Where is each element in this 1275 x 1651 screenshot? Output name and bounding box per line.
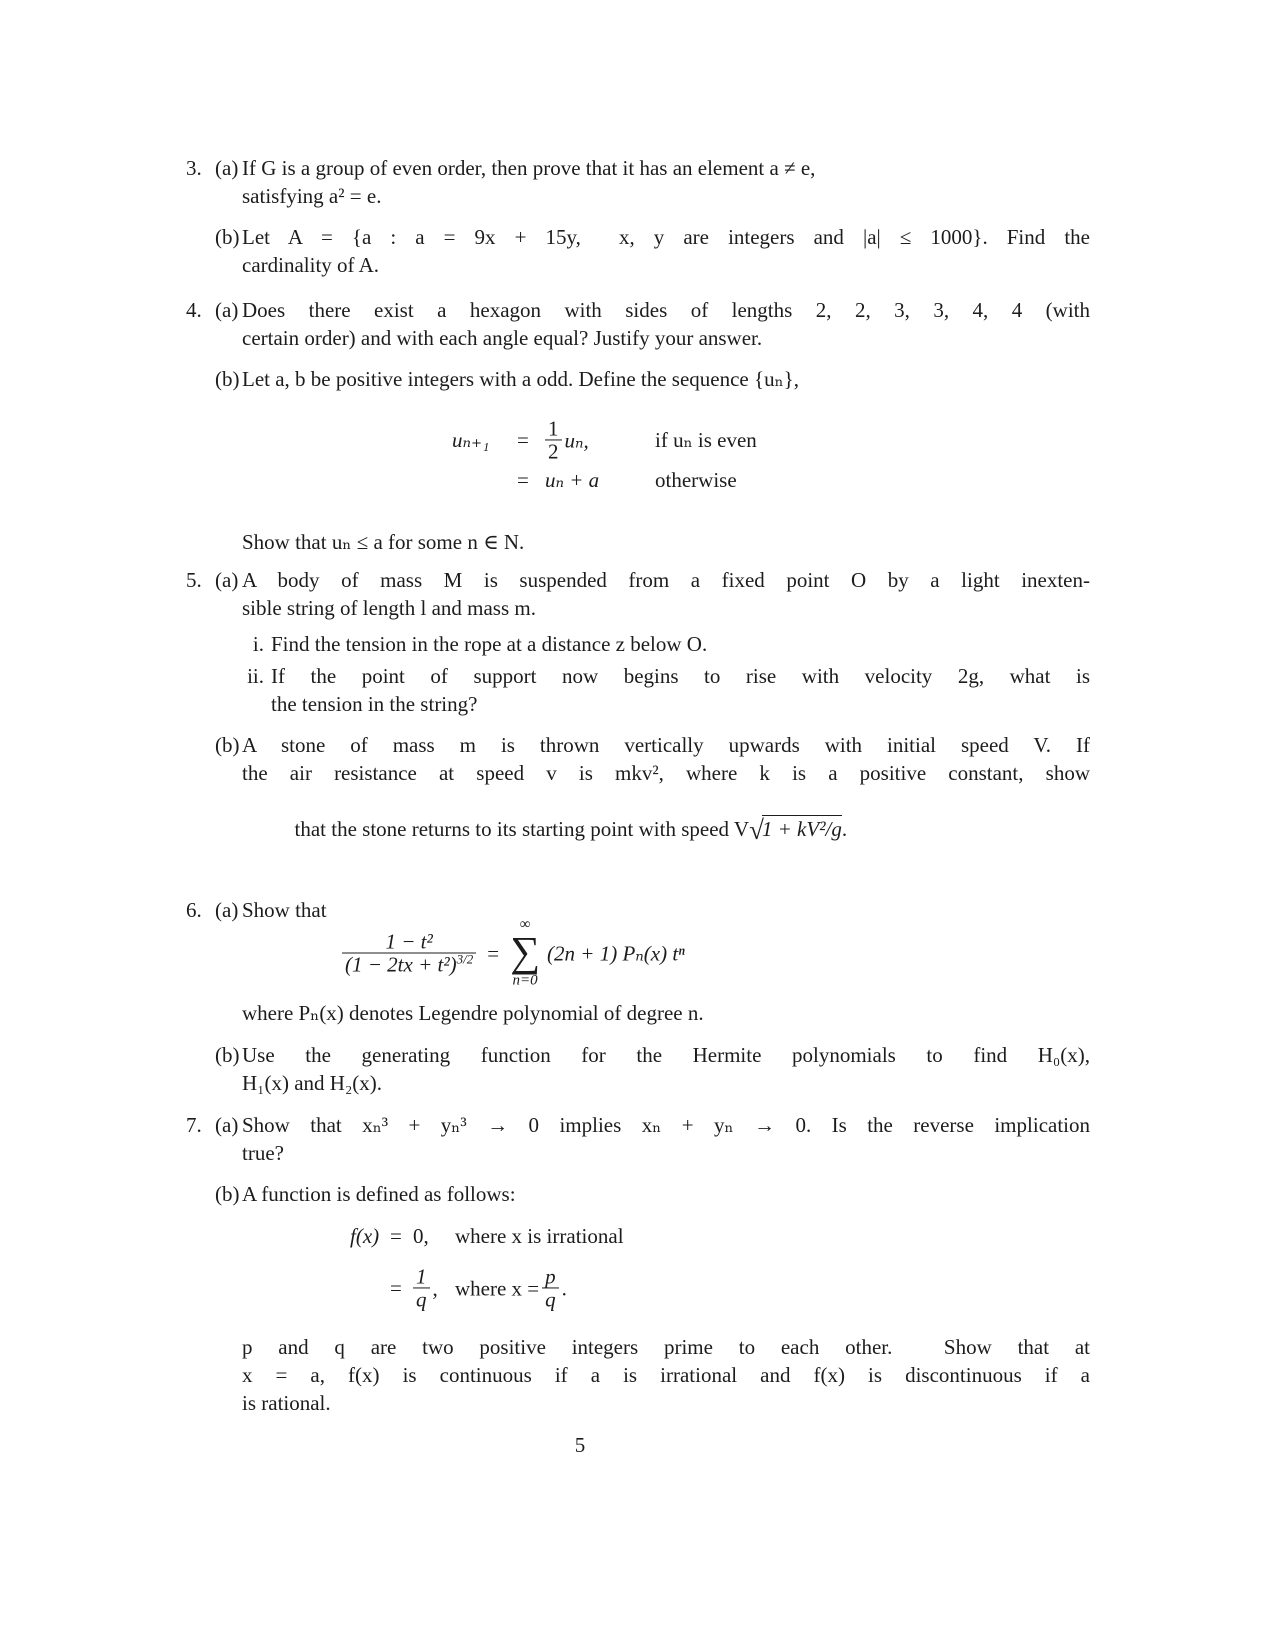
fraction — [342, 930, 476, 975]
text-line: satisfying a² = e. — [242, 184, 382, 208]
condition-text: if uₙ is even — [655, 428, 757, 452]
equation-line — [0, 466, 1275, 494]
sub-item-label: i. — [252, 632, 264, 656]
fraction — [545, 417, 562, 462]
q7-closing-part — [186, 1333, 1090, 1417]
equation-sequence — [0, 393, 1275, 506]
fraction-numerator: p — [545, 1264, 556, 1289]
question-number-spacer — [186, 223, 215, 279]
text-line: true? — [242, 1141, 284, 1165]
question-number: 3. — [186, 156, 202, 180]
question-6-where — [186, 999, 1090, 1027]
fraction-numerator: 1 — [548, 416, 559, 441]
part-label: (b) — [215, 1043, 240, 1067]
math-value — [413, 1265, 438, 1310]
q4-part-a — [186, 296, 1090, 352]
part-text — [242, 528, 1090, 556]
equation-line — [0, 1264, 1275, 1312]
equation-line — [342, 918, 685, 989]
part-text — [242, 154, 1090, 210]
part-text — [242, 566, 1090, 718]
fraction-denominator: $(1 - 2tx + t^2)^{3/2}$ — [342, 953, 476, 976]
equation-legendre — [0, 918, 1275, 988]
question-number-spacer — [186, 1333, 215, 1417]
text-line: Let a, b be positive integers with a odd. Define the sequence {uₙ}, — [242, 367, 799, 391]
page-number: 5 — [574, 1433, 586, 1457]
part-label: (b) — [215, 367, 240, 391]
equals-sign: = — [390, 1276, 402, 1300]
text-line: Use the generating function for the Hermite polynomials to find H₀(x), — [242, 1043, 1090, 1067]
fraction-denominator: q — [542, 1288, 559, 1311]
sum-symbol: ∑ — [510, 929, 541, 976]
question-number-spacer — [186, 365, 215, 393]
part-text — [242, 999, 1090, 1027]
text-segment: that the stone returns to its starting point with speed V — [294, 817, 750, 841]
equals-sign: = — [487, 941, 500, 965]
question-number-spacer — [186, 731, 215, 871]
question-6b — [186, 1041, 1090, 1097]
equation-line — [0, 1222, 1275, 1250]
q4-part-b — [186, 365, 1090, 393]
part-text — [242, 296, 1090, 352]
sub-item-text — [271, 662, 1090, 718]
sum-upper-limit: ∞ — [519, 916, 531, 933]
fraction-denominator: q — [413, 1288, 430, 1311]
question-number-spacer — [186, 1180, 215, 1208]
sub-items — [242, 630, 1090, 718]
math-lhs: uₙ₊₁ — [452, 428, 490, 452]
math-rhs: uₙ + a — [545, 468, 600, 492]
question-5 — [186, 566, 1090, 871]
question-7-closing — [186, 1333, 1090, 1417]
text-line: A function is defined as follows: — [242, 1182, 516, 1206]
part-label: (b) — [215, 733, 240, 757]
sub-item-ii — [242, 662, 1090, 718]
q7-part-a — [186, 1111, 1090, 1167]
question-3 — [186, 154, 1090, 279]
math-rhs: (2n + 1) Pₙ(x) tⁿ — [547, 941, 685, 965]
part-text — [242, 1333, 1090, 1417]
text-line: where Pₙ(x) denotes Legendre polynomial of degree n. — [242, 1001, 704, 1025]
q3-part-a — [186, 154, 1090, 210]
condition-text — [455, 1265, 567, 1310]
sub-item-i — [242, 630, 1090, 658]
math-value: 0, — [413, 1224, 429, 1248]
part-text — [242, 1111, 1090, 1167]
equation-piecewise — [0, 1208, 1275, 1317]
text-line: is rational. — [242, 1391, 331, 1415]
part-label: (b) — [215, 1182, 240, 1206]
q6-where-part — [186, 999, 1090, 1027]
part-label-spacer — [215, 999, 242, 1027]
part-label: (a) — [215, 898, 239, 922]
text-line: Let A = {a : a = 9x + 15y, x, y are integers and |a| ≤ 1000}. Find the — [242, 225, 1090, 249]
text-line: A stone of mass m is thrown vertically upwards with initial speed V. If — [242, 733, 1090, 757]
text-line: Show that xₙ³ + yₙ³ → 0 implies xₙ + yₙ → 0. Is the reverse implication — [242, 1113, 1090, 1137]
text-line: H₁(x) and H₂(x). — [242, 1071, 383, 1095]
sub-item-label: ii. — [247, 664, 264, 688]
part-label: (a) — [215, 1113, 239, 1137]
question-number: 4. — [186, 298, 202, 322]
part-text — [242, 365, 1090, 393]
question-number: 7. — [186, 1113, 202, 1137]
text-line: Show that — [242, 898, 327, 922]
part-text — [242, 223, 1090, 279]
q5-part-b — [186, 731, 1090, 871]
question-number: 6. — [186, 898, 202, 922]
q5-part-a — [186, 566, 1090, 718]
question-number: 5. — [186, 568, 202, 592]
text-line: If the point of support now begins to rise with velocity 2g, what is — [271, 664, 1090, 688]
part-label-spacer — [215, 1333, 242, 1417]
question-number-spacer — [186, 528, 215, 556]
part-label: (a) — [215, 568, 239, 592]
fraction — [413, 1265, 430, 1310]
math-lhs: f(x) — [350, 1224, 380, 1248]
question-4-closing — [186, 528, 1090, 556]
equals-sign: = — [390, 1224, 402, 1248]
part-label: (a) — [215, 156, 239, 180]
part-text — [242, 1180, 1090, 1208]
part-label-spacer — [215, 528, 242, 556]
text-line: If G is a group of even order, then prove that it has an element a ≠ e, — [242, 156, 816, 180]
q6-part-b — [186, 1041, 1090, 1097]
text-line: Show that uₙ ≤ a for some n ∈ N. — [242, 530, 525, 554]
part-text — [242, 1041, 1090, 1097]
equals-sign: = — [517, 428, 529, 452]
condition-text: where x is irrational — [455, 1224, 624, 1248]
condition-text: otherwise — [655, 468, 737, 492]
fraction — [542, 1265, 559, 1310]
text-line: x = a, f(x) is continuous if a is irrational and f(x) is discontinuous if a — [242, 1363, 1090, 1387]
question-number-spacer — [186, 999, 215, 1027]
part-label: (a) — [215, 298, 239, 322]
text-line — [242, 787, 1090, 871]
fraction-numerator: 1 — [416, 1264, 427, 1289]
text-segment: where x = — [455, 1276, 540, 1300]
text-line: certain order) and with each angle equal? Justify your answer. — [242, 326, 763, 350]
question-number-spacer — [186, 1041, 215, 1097]
sub-item-text — [271, 630, 1090, 658]
question-4 — [186, 296, 1090, 393]
equals-sign: = — [517, 468, 529, 492]
question-7 — [186, 1111, 1090, 1208]
math-rhs — [545, 417, 589, 462]
fraction-denominator: 2 — [545, 440, 562, 463]
text-line: Find the tension in the rope at a distance z below O. — [271, 632, 708, 656]
comma: , — [432, 1276, 438, 1300]
equation-line — [0, 416, 1275, 464]
q7-part-b — [186, 1180, 1090, 1208]
math-term: uₙ, — [564, 428, 589, 452]
sqrt-radicand: 1 + kV²/g — [761, 817, 842, 841]
text-line: the tension in the string? — [271, 692, 478, 716]
text-line: Does there exist a hexagon with sides of lengths 2, 2, 3, 3, 4, 4 (with — [242, 298, 1090, 322]
sqrt-symbol: √ — [749, 815, 764, 845]
text-line: sible string of length l and mass m. — [242, 596, 536, 620]
sum-lower-limit: n=0 — [512, 972, 538, 989]
text-line: p and q are two positive integers prime to each other. Show that at — [242, 1335, 1090, 1359]
part-text — [242, 731, 1090, 871]
summation — [510, 918, 540, 989]
q4-closing-part — [186, 528, 1090, 556]
text-line: A body of mass M is suspended from a fixed point O by a light inexten- — [242, 568, 1090, 592]
exponent: 3/2 — [456, 951, 474, 967]
fraction-numerator: 1 − t² — [385, 929, 433, 954]
text-line: cardinality of A. — [242, 253, 380, 277]
text-segment: . — [841, 817, 848, 841]
part-label: (b) — [215, 225, 240, 249]
text-segment: . — [561, 1276, 567, 1300]
text-line: the air resistance at speed v is mkv², where k is a positive constant, show — [242, 761, 1090, 785]
q3-part-b — [186, 223, 1090, 279]
